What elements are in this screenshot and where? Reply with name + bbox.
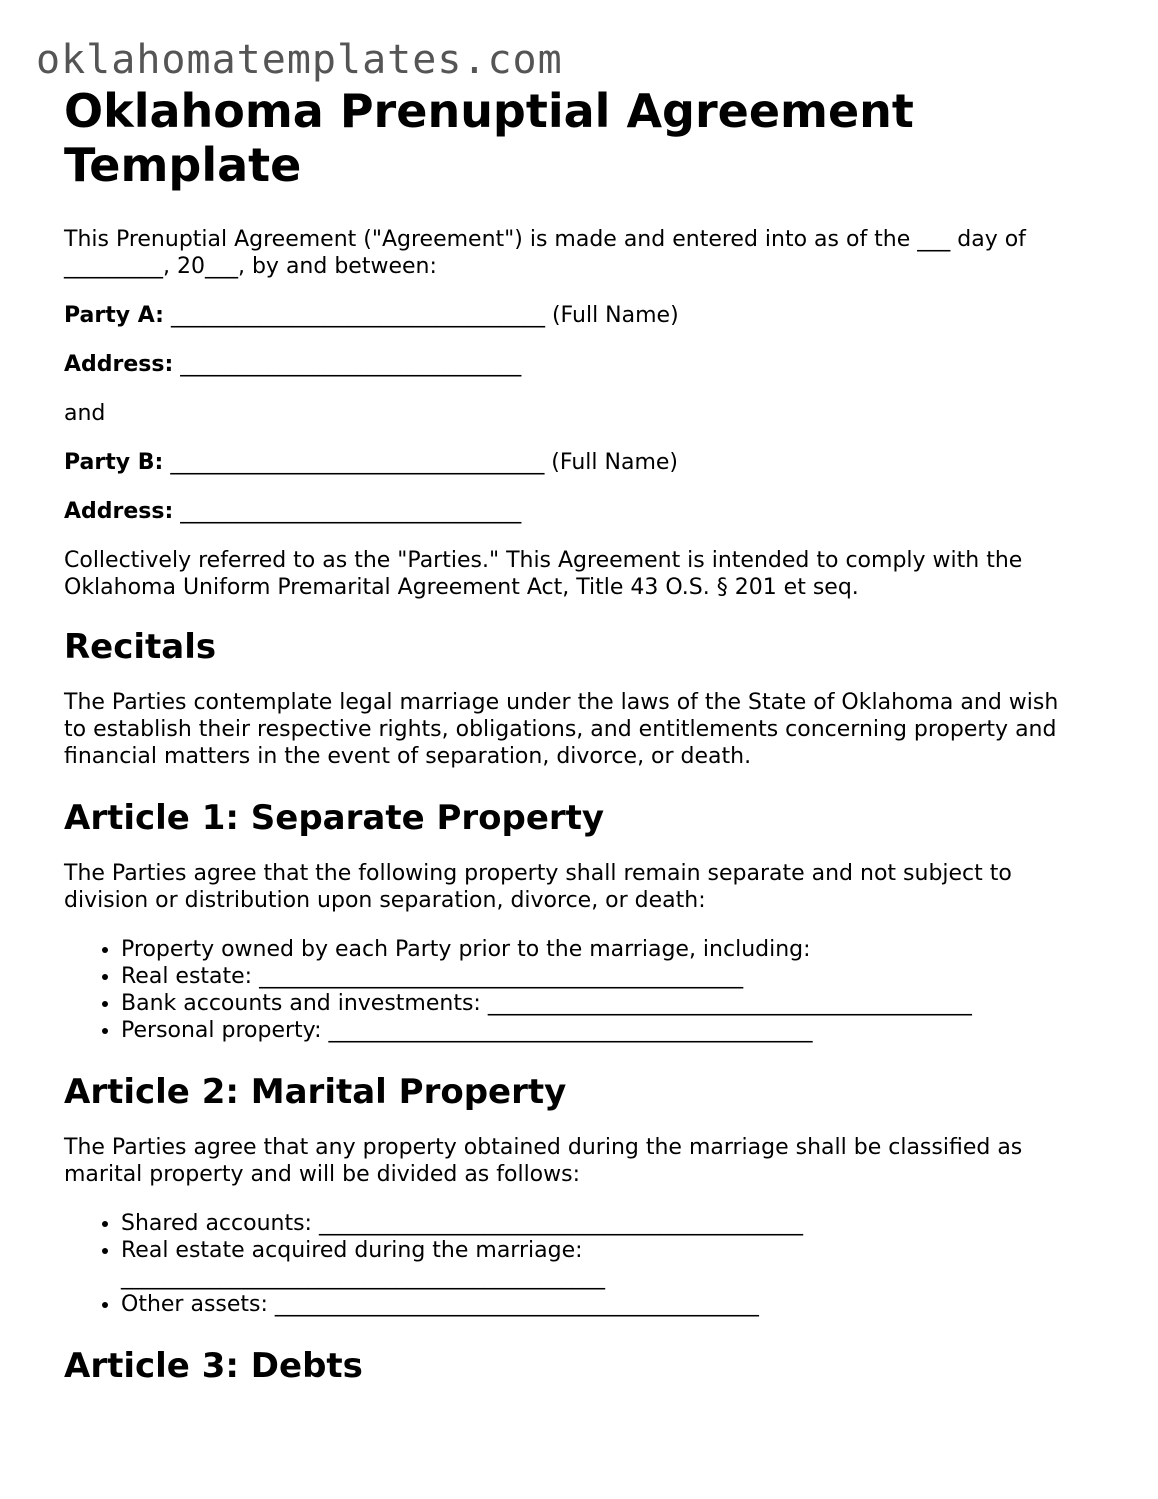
and-text: and [64,401,106,426]
article-2-heading: Article 2: Marital Property [64,1072,567,1112]
article-3-heading: Article 3: Debts [64,1346,363,1386]
recitals-paragraph [64,689,1104,770]
list-item: • Property owned by each Party prior to the marriage, including: [121,936,1104,963]
party-a-label: Party A: [64,303,164,328]
article-1-paragraph [64,860,1104,914]
recitals-line-1: The Parties contemplate legal marriage under the laws of the State of Oklahoma and wish [64,690,1059,715]
article-2-line-2: marital property and will be divided as follows: [64,1162,581,1187]
article-2-paragraph [64,1134,1104,1188]
intro-line-1: This Prenuptial Agreement ("Agreement") is made and entered into as of the ___ day of [64,227,1026,252]
intro-paragraph [64,226,1104,280]
watermark: oklahomatemplates.com [36,37,563,83]
list-item: • Personal property: ____________________________________________ [121,1017,1104,1044]
address-b-label: Address: [64,499,174,524]
list-item: • Real estate: ____________________________________________ [121,963,1104,990]
article-1-line-2: division or distribution upon separation, divorce, or death: [64,888,706,913]
list-item: • Bank accounts and investments: ____________________________________________ [121,990,1104,1017]
collective-line-1: Collectively referred to as the "Parties." This Agreement is intended to comply with the [64,548,1023,573]
address-b-field [64,498,1104,525]
recitals-line-3: financial matters in the event of separation, divorce, or death. [64,744,752,769]
recitals-line-2: to establish their respective rights, obligations, and entitlements concerning property and [64,717,1057,742]
collective-paragraph [64,547,1104,601]
list-item-text: Real estate acquired during the marriage: [121,1238,583,1263]
document [64,84,1104,1386]
list-item: • Other assets: ____________________________________________ [121,1291,1104,1318]
article-1-line-1: The Parties agree that the following property shall remain separate and not subject to [64,861,1012,886]
party-a-field [64,302,1104,329]
party-b-blank: __________________________________ (Full Name) [170,450,678,475]
list-item [121,1237,1104,1291]
article-2-line-1: The Parties agree that any property obtained during the marriage shall be classified as [64,1135,1023,1160]
article-2-list [64,1210,1104,1318]
address-a-field [64,351,1104,378]
address-a-blank: _______________________________ [180,352,522,377]
party-a-blank: __________________________________ (Full Name) [170,303,679,328]
recitals-heading: Recitals [64,627,217,667]
address-b-blank: _______________________________ [180,499,522,524]
collective-line-2: Oklahoma Uniform Premarital Agreement Act, Title 43 O.S. § 201 et seq. [64,575,859,600]
intro-line-2: _________, 20___, by and between: [64,254,437,279]
address-a-label: Address: [64,352,174,377]
article-1-list [64,936,1104,1044]
party-b-field [64,449,1104,476]
document-title: Oklahoma Prenuptial Agreement Template [64,84,914,192]
party-b-label: Party B: [64,450,164,475]
list-item: • Shared accounts: ____________________________________________ [121,1210,1104,1237]
list-item-blank: ____________________________________________ [121,1265,605,1290]
article-1-heading: Article 1: Separate Property [64,798,605,838]
